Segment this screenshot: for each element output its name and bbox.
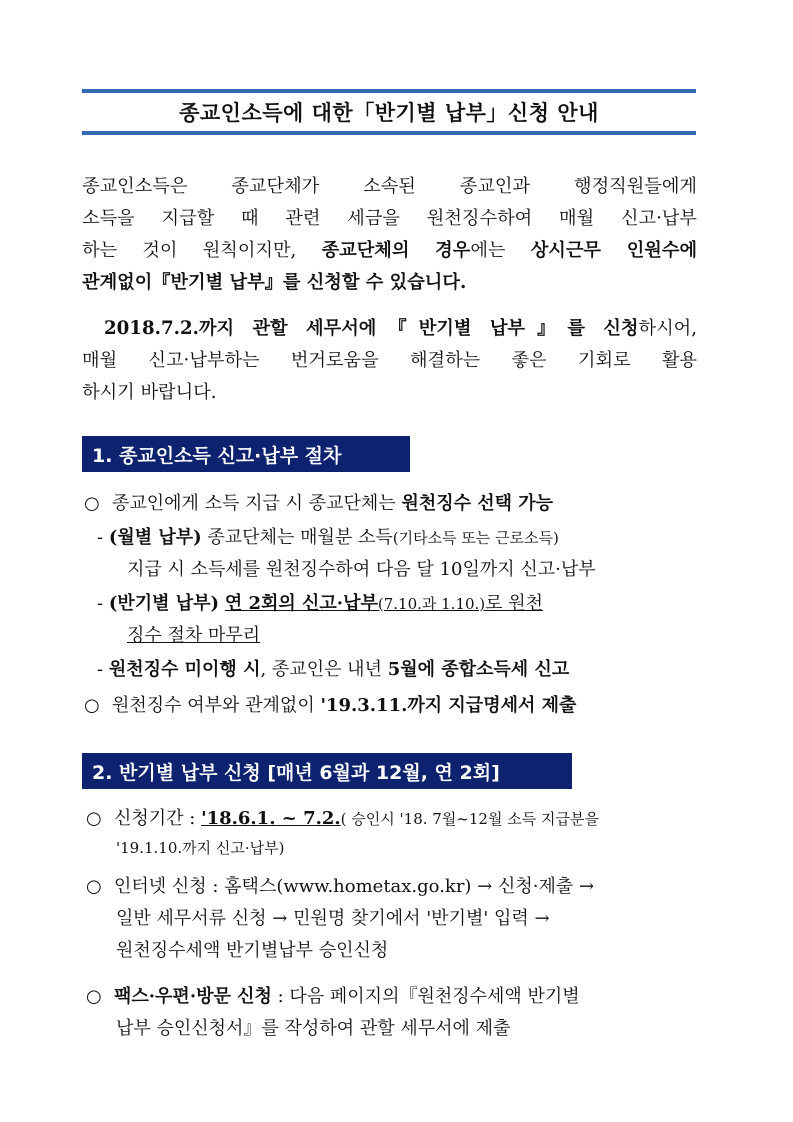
section-1-subitem: - (월별 납부) 종교단체는 매월분 소득(기타소득 또는 근로소득) 지급 시 소득세를 원천징수하여 다음 달 10일까지 신고·납부 [97, 527, 596, 580]
document-title-box [82, 89, 696, 135]
intro-line: 관계없이『반기별 납부』를 신청할 수 있습니다. [82, 272, 467, 293]
intro-line: 매월 신고·납부하는 번거로움을 해결하는 좋은 기회로 활용 [82, 350, 697, 371]
section-1-subitem: - (반기별 납부) 연 2회의 신고·납부(7.10.과 1.10.)로 원천 징수 절차 마무리 [97, 593, 544, 646]
intro-paragraph-1 [82, 171, 697, 299]
intro-paragraph-2 [82, 313, 697, 409]
intro-line: 2018.7.2.까지 관할 세무서에『반기별 납부』를 신청하시어, [104, 318, 697, 339]
intro-line: 소득을 지급할 때 관련 세금을 원천징수하여 매월 신고·납부 [82, 208, 697, 229]
section-2-item: ○ 인터넷 신청 : 홈택스(www.hometax.go.kr) → 신청·제출 → 일반 세무서류 신청 → 민원명 찾기에서 '반기별' 입력 → 원천징수세액 반기별납부 승인신청 [86, 876, 595, 961]
section-2-heading: 2. 반기별 납부 신청 [매년 6월과 12월, 연 2회] [82, 753, 572, 789]
intro-line: 하시기 바랍니다. [82, 382, 217, 403]
document-title: 종교인소득에 대한「반기별 납부」신청 안내 [179, 101, 599, 125]
section-2-item: ○ 팩스·우편·방문 신청 : 다음 페이지의『원천징수세액 반기별 납부 승인신청서』를 작성하여 관할 세무서에 제출 [86, 986, 580, 1039]
intro-line: 종교인소득은 종교단체가 소속된 종교인과 행정직원들에게 [82, 176, 697, 197]
section-1-item: ○ 원천징수 여부와 관계없이 '19.3.11.까지 지급명세서 제출 [84, 695, 577, 716]
section-1-heading: 1. 종교인소득 신고·납부 절차 [82, 436, 410, 472]
section-1-subitem: - 원천징수 미이행 시, 종교인은 내년 5월에 종합소득세 신고 [97, 659, 570, 680]
section-1-item: ○ 종교인에게 소득 지급 시 종교단체는 원천징수 선택 가능 [84, 493, 554, 514]
intro-line: 하는 것이 원칙이지만, 종교단체의 경우에는 상시근무 인원수에 [82, 240, 698, 261]
section-2-item: ○ 신청기간 : '18.6.1. ~ 7.2.( 승인시 '18. 7월~12월 소득 지급분을 '19.1.10.까지 신고·납부) [86, 808, 599, 857]
